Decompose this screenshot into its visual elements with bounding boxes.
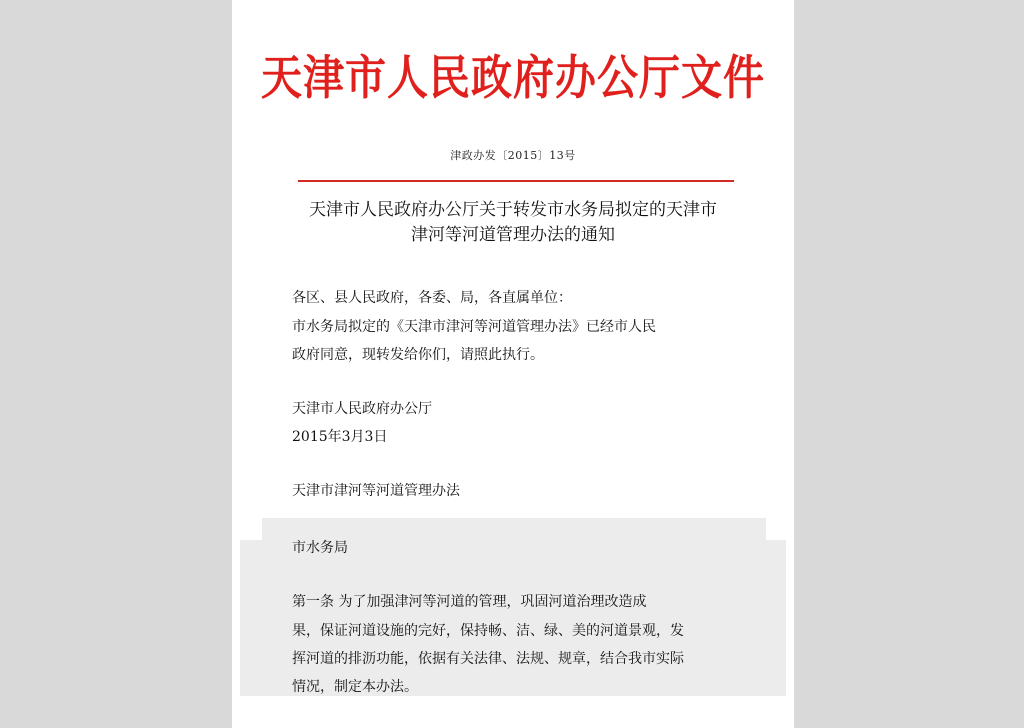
attachment-issuer: 市水务局 xyxy=(292,540,348,556)
document-masthead: 天津市人民政府办公厅文件 xyxy=(261,50,765,106)
article-line: 情况，制定本办法。 xyxy=(292,679,418,695)
article-line: 挥河道的排沥功能，依据有关法律、法规、规章，结合我市实际 xyxy=(292,651,684,667)
document-title xyxy=(272,198,754,248)
article-line: 第一条 为了加强津河等河道的管理，巩固河道治理改造成 xyxy=(292,594,647,610)
title-line: 天津市人民政府办公厅关于转发市水务局拟定的天津市 xyxy=(309,200,717,220)
document-page xyxy=(232,0,794,728)
attachment-title: 天津市津河等河道管理办法 xyxy=(292,483,460,499)
salutation: 各区、县人民政府，各委、局，各直属单位： xyxy=(292,290,572,306)
highlight-shade xyxy=(240,540,786,696)
body-line: 市水务局拟定的《天津市津河等河道管理办法》已经市人民 xyxy=(292,319,656,335)
article-line: 果，保证河道设施的完好，保持畅、洁、绿、美的河道景观，发 xyxy=(292,623,684,639)
signature-organization: 天津市人民政府办公厅 xyxy=(292,401,432,417)
signature-date: 2015年3月3日 xyxy=(292,429,388,445)
red-separator-line xyxy=(298,180,734,182)
document-number: 津政办发〔2015〕13号 xyxy=(450,149,576,162)
body-line: 政府同意，现转发给你们，请照此执行。 xyxy=(292,347,544,363)
title-line: 津河等河道管理办法的通知 xyxy=(411,225,615,245)
